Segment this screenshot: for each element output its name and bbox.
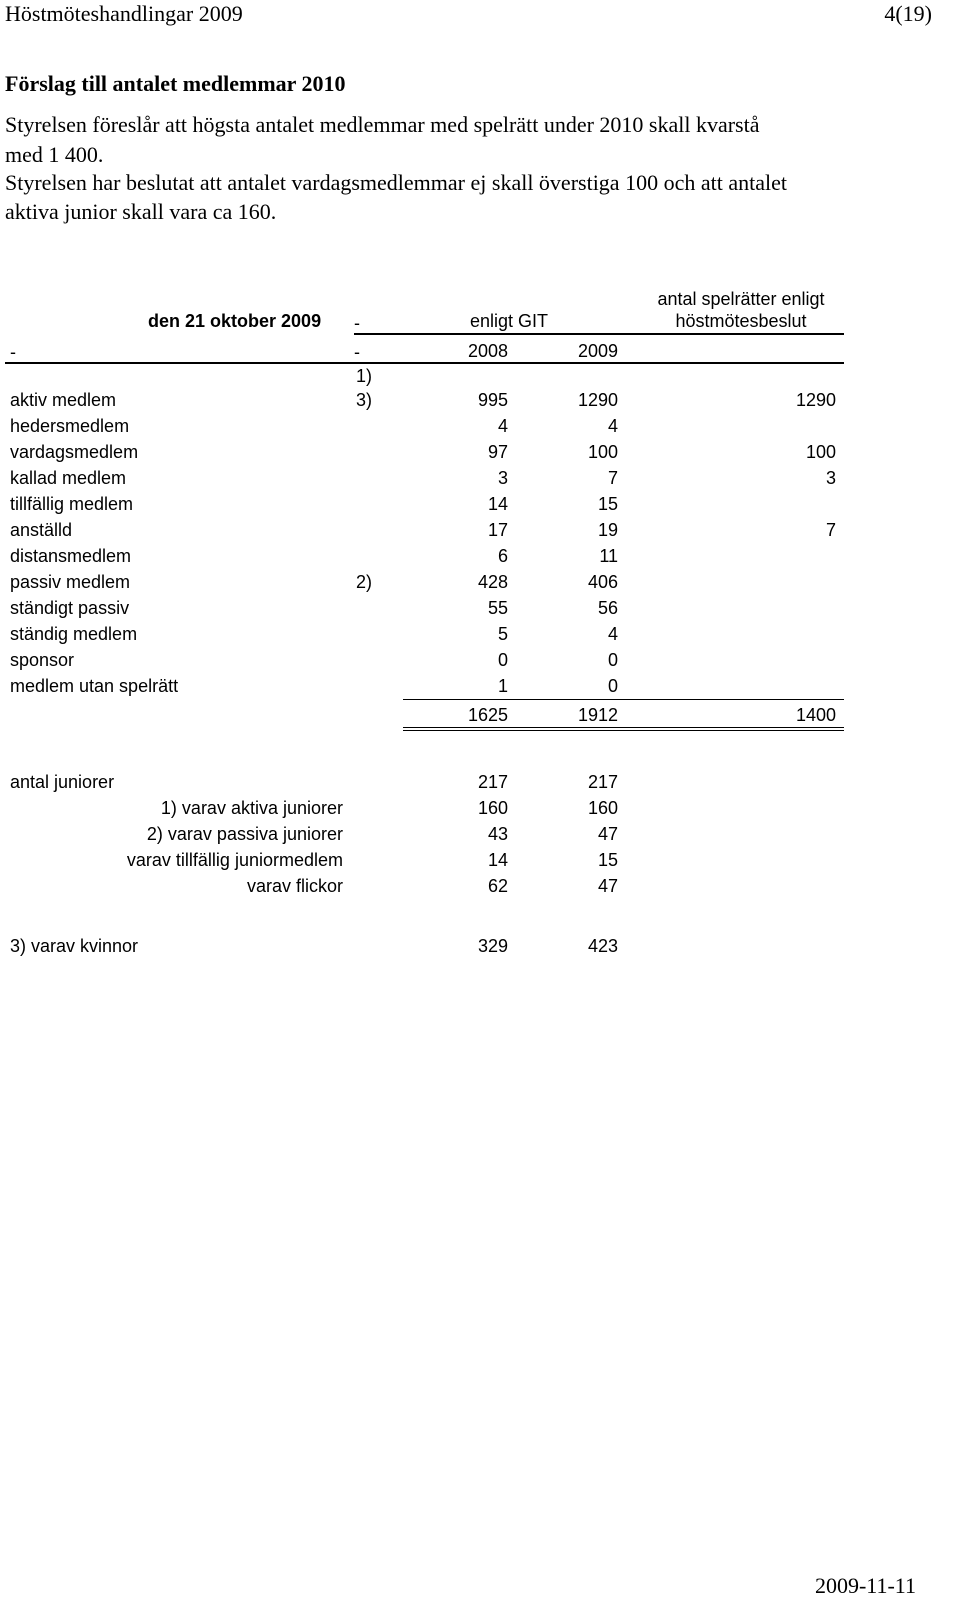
row-value-2008: 3 bbox=[497, 468, 508, 488]
row-label: passiv medlem bbox=[10, 572, 131, 592]
row-value-2009: 406 bbox=[587, 572, 618, 592]
header-dash: - bbox=[354, 313, 360, 333]
date-heading: den 21 oktober 2009 bbox=[148, 311, 322, 331]
paragraph-2-line-1: Styrelsen har beslutat att antalet vardagsmedlemmar ej skall överstiga 100 och att antalet bbox=[5, 170, 787, 195]
row-value-spelratter: 3 bbox=[825, 468, 836, 488]
total-spelratter: 1400 bbox=[795, 705, 836, 725]
junior-label: varav tillfällig juniormedlem bbox=[126, 850, 343, 870]
row-value-2008: 428 bbox=[477, 572, 508, 592]
row-value-2009: 4 bbox=[607, 624, 618, 644]
row-label: medlem utan spelrätt bbox=[10, 676, 179, 696]
spelratter-heading-line-1: antal spelrätter enligt bbox=[657, 289, 825, 309]
row-dash-mid: - bbox=[354, 342, 360, 362]
row-label: kallad medlem bbox=[10, 468, 127, 488]
row-value-spelratter: 7 bbox=[825, 520, 836, 540]
junior-value-2009: 15 bbox=[597, 850, 618, 870]
paragraph-2-line-2: aktiva junior skall vara ca 160. bbox=[5, 199, 277, 224]
page-number: 4(19) bbox=[884, 1, 932, 26]
totals-rule-double-2 bbox=[403, 730, 844, 731]
row-value-2008: 6 bbox=[497, 546, 508, 566]
row-note: 2) bbox=[356, 572, 373, 592]
row-value-2009: 1290 bbox=[577, 390, 618, 410]
enligt-git-heading: enligt GIT bbox=[470, 311, 549, 331]
junior-value-2008: 62 bbox=[487, 876, 508, 896]
footnote-marker-1: 1) bbox=[356, 366, 373, 386]
row-value-2008: 17 bbox=[487, 520, 508, 540]
women-value-2009: 423 bbox=[587, 936, 618, 956]
row-value-2008: 0 bbox=[497, 650, 508, 670]
row-label: sponsor bbox=[10, 650, 75, 670]
row-value-2008: 1 bbox=[497, 676, 508, 696]
paragraph-1-line-1: Styrelsen föreslår att högsta antalet medlemmar med spelrätt under 2010 skall kvarstå bbox=[5, 112, 760, 137]
paragraph-1-line-2: med 1 400. bbox=[5, 142, 104, 167]
row-value-2009: 0 bbox=[607, 676, 618, 696]
row-value-2008: 995 bbox=[477, 390, 508, 410]
row-value-2009: 11 bbox=[599, 546, 618, 566]
row-value-2009: 100 bbox=[587, 442, 618, 462]
junior-value-2008: 217 bbox=[477, 772, 508, 792]
spelratter-heading-line-2: höstmötesbeslut bbox=[675, 311, 807, 331]
row-label: aktiv medlem bbox=[10, 390, 117, 410]
junior-value-2009: 217 bbox=[587, 772, 618, 792]
women-value-2008: 329 bbox=[477, 936, 508, 956]
row-note: 3) bbox=[356, 390, 373, 410]
row-value-spelratter: 100 bbox=[805, 442, 836, 462]
junior-value-2008: 14 bbox=[487, 850, 508, 870]
row-value-2008: 97 bbox=[487, 442, 508, 462]
document-title: Höstmöteshandlingar 2009 bbox=[5, 1, 243, 26]
row-label: vardagsmedlem bbox=[10, 442, 139, 462]
junior-value-2009: 47 bbox=[597, 876, 618, 896]
row-value-2009: 15 bbox=[597, 494, 618, 514]
junior-value-2008: 43 bbox=[487, 824, 508, 844]
row-value-2008: 55 bbox=[487, 598, 508, 618]
year-2008-heading: 2008 bbox=[467, 341, 508, 361]
row-dash-left: - bbox=[10, 342, 16, 362]
row-label: ständigt passiv bbox=[10, 598, 130, 618]
header-rule-bottom bbox=[5, 362, 844, 364]
row-value-2008: 4 bbox=[497, 416, 508, 436]
junior-label: varav flickor bbox=[246, 876, 343, 896]
row-label: hedersmedlem bbox=[10, 416, 130, 436]
row-value-2009: 4 bbox=[607, 416, 618, 436]
total-2008: 1625 bbox=[467, 705, 508, 725]
totals-rule-top bbox=[403, 699, 844, 700]
section-heading: Förslag till antalet medlemmar 2010 bbox=[5, 71, 346, 96]
row-value-spelratter: 1290 bbox=[795, 390, 836, 410]
row-value-2009: 56 bbox=[597, 598, 618, 618]
row-label: anställd bbox=[10, 520, 73, 540]
women-label: 3) varav kvinnor bbox=[10, 936, 139, 956]
row-value-2009: 7 bbox=[607, 468, 618, 488]
row-value-2009: 0 bbox=[607, 650, 618, 670]
row-value-2009: 19 bbox=[597, 520, 618, 540]
total-2009: 1912 bbox=[577, 705, 618, 725]
row-label: distansmedlem bbox=[10, 546, 132, 566]
junior-value-2009: 47 bbox=[597, 824, 618, 844]
totals-rule-double-1 bbox=[403, 727, 844, 728]
junior-value-2009: 160 bbox=[587, 798, 618, 818]
junior-label: 1) varav aktiva juniorer bbox=[160, 798, 343, 818]
row-label: tillfällig medlem bbox=[10, 494, 134, 514]
junior-label: 2) varav passiva juniorer bbox=[146, 824, 343, 844]
row-value-2008: 14 bbox=[487, 494, 508, 514]
junior-value-2008: 160 bbox=[477, 798, 508, 818]
row-label: ständig medlem bbox=[10, 624, 138, 644]
junior-label: antal juniorer bbox=[10, 772, 115, 792]
year-2009-heading: 2009 bbox=[577, 341, 618, 361]
header-rule-top bbox=[354, 333, 844, 335]
row-value-2008: 5 bbox=[497, 624, 508, 644]
footer-date: 2009-11-11 bbox=[814, 1573, 916, 1598]
